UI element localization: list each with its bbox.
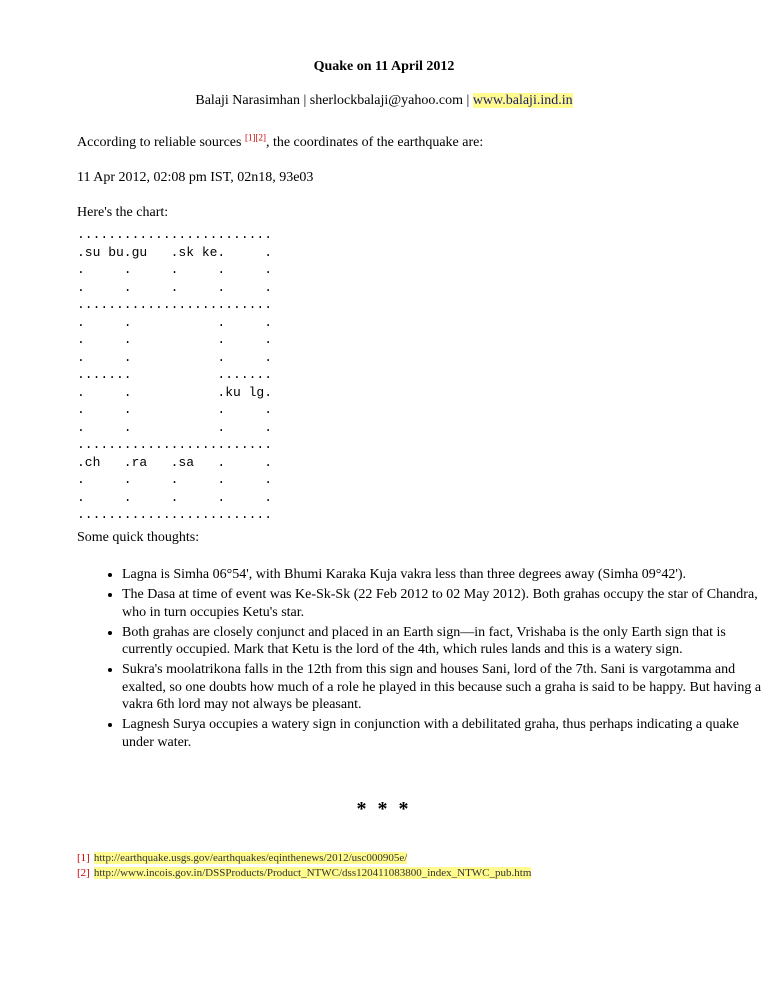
chart-line: . . . . . bbox=[77, 262, 273, 277]
byline-separator: | bbox=[299, 93, 310, 108]
intro-text: According to reliable sources bbox=[77, 135, 245, 150]
section-separator: * * * bbox=[356, 798, 412, 820]
byline-separator: | bbox=[463, 93, 473, 108]
chart-line: ......................... bbox=[77, 227, 273, 242]
thoughts-heading: Some quick thoughts: bbox=[77, 530, 200, 545]
chart-line: . . .ku lg. bbox=[77, 384, 273, 400]
footnote-link[interactable]: http://earthquake.usgs.gov/earthquakes/eqinthenews/2012/usc000905e/ bbox=[93, 852, 408, 864]
chart-line: . . . . bbox=[77, 419, 273, 435]
chart-line: . . . . . bbox=[77, 279, 273, 295]
footnote-number: [1] bbox=[77, 852, 90, 864]
intro-text-end: , the coordinates of the earthquake are: bbox=[265, 135, 484, 150]
chart-line: .su bu.gu .sk ke. . bbox=[77, 244, 273, 260]
author-email[interactable]: sherlockbalaji@yahoo.com bbox=[309, 93, 463, 108]
page-title: Quake on 11 April 2012 bbox=[313, 59, 455, 74]
chart-line: . . . . . bbox=[77, 489, 273, 505]
chart-line: . . . . bbox=[77, 349, 273, 365]
chart-line: ....... ....... bbox=[77, 367, 273, 382]
intro-paragraph bbox=[77, 132, 484, 151]
chart-line: . . . . bbox=[77, 314, 273, 330]
thoughts-list bbox=[77, 566, 768, 754]
footnote-number: [2] bbox=[77, 867, 90, 879]
chart-line: . . . . bbox=[77, 402, 273, 417]
chart-line: . . . . . bbox=[77, 472, 273, 487]
thought-item: • Both grahas are closely conjunct and placed in an Earth sign—in fact, Vrishaba is the only Earth sign that is currently occupied. Mark that Ketu is the lord of the 4th, which rules lands and this is a watery sign. bbox=[122, 624, 768, 659]
horoscope-chart bbox=[77, 226, 272, 524]
thought-item: • Lagnesh Surya occupies a watery sign in conjunction with a debilitated graha, thus perhaps indicating a quake under water. bbox=[122, 716, 768, 751]
website-link[interactable]: www.balaji.ind.in bbox=[472, 93, 573, 108]
chart-line: . . . . bbox=[77, 332, 273, 347]
reference-links[interactable]: [1][2] bbox=[244, 132, 266, 143]
thought-item: • The Dasa at time of event was Ke-Sk-Sk (22 Feb 2012 to 02 May 2012). Both grahas occupy the star of Chandra, who in turn occupies Ketu's star. bbox=[122, 586, 768, 621]
chart-line: ......................... bbox=[77, 507, 273, 522]
author-name: Balaji Narasimhan bbox=[195, 93, 300, 108]
footnote-1 bbox=[77, 851, 407, 865]
thought-item: • Sukra's moolatrikona falls in the 12th from this sign and houses Sani, lord of the 7th. Sani is vargotamma and exalted, so one doubts how much of a role he played in this because such a graha is said to be happy. But having a vakra 6th lord may not always be pleasant. bbox=[122, 661, 768, 714]
event-details: 11 Apr 2012, 02:08 pm IST, 02n18, 93e03 bbox=[77, 170, 314, 185]
chart-intro: Here's the chart: bbox=[77, 205, 169, 220]
thought-item: • Lagna is Simha 06°54', with Bhumi Karaka Kuja vakra less than three degrees away (Simha 09°42'). bbox=[122, 566, 768, 584]
chart-line: ......................... bbox=[77, 437, 273, 452]
footnote-2 bbox=[77, 866, 531, 880]
chart-line: .ch .ra .sa . . bbox=[77, 454, 273, 470]
byline bbox=[0, 93, 768, 109]
chart-line: ......................... bbox=[77, 297, 273, 312]
footnote-link[interactable]: http://www.incois.gov.in/DSSProducts/Product_NTWC/dss120411083800_index_NTWC_pub.htm bbox=[93, 867, 532, 879]
